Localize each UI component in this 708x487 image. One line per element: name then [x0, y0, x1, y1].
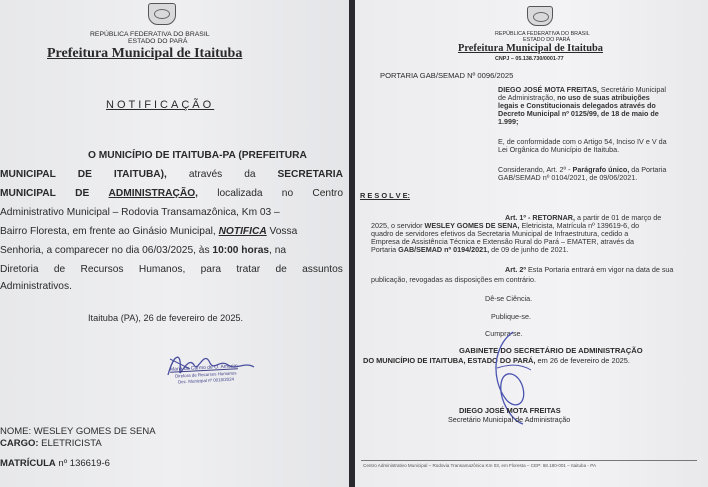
body-line: O MUNICÍPIO DE ITAITUBA-PA (PREFEITURA — [88, 150, 307, 161]
closing-science: Dê-se Ciência. — [485, 294, 533, 303]
body-line: Bairro Floresta, em frente ao Ginásio Municipal, NOTIFICA Vossa — [0, 226, 298, 237]
header-state: ESTADO DO PARÁ — [523, 37, 571, 43]
closing-comply: Cumpra-se. — [485, 329, 523, 338]
recipient-role: CARGO: ELETRICISTA — [0, 438, 102, 449]
footer-divider — [361, 460, 697, 461]
body-line: Diretoria de Recursos Humanos, para tratar de assuntos — [0, 264, 343, 275]
notification-date: Itaituba (PA), 26 de fevereiro de 2025. — [88, 313, 244, 323]
body-line: MUNICIPAL DE ADMINISTRAÇÃO, localizada no Centro — [0, 188, 343, 199]
stamp-role: Diretora de Recursos Humanos — [174, 370, 237, 379]
footer-address: Centro Administrativo Municipal – Rodovia Transamazônica Km 03, em Floresta – CEP: 68.180-001 – Itaituba - PA — [363, 463, 597, 468]
header-republic: REPÚBLICA FEDERATIVA DO BRASIL — [90, 31, 210, 38]
closing-publish: Publique-se. — [491, 312, 531, 321]
portaria-number: PORTARIA GAB/SEMAD Nº 0096/2025 — [380, 71, 514, 80]
header-title: Prefeitura Municipal de Itaituba — [458, 43, 603, 54]
header-state: ESTADO DO PARÁ — [128, 38, 188, 45]
body-line: Senhoria, a comparecer no dia 06/03/2025, às 10:00 horas, na — [0, 245, 287, 256]
resolve-heading: R E S O L V E: — [360, 191, 410, 200]
gabinete-line1: GABINETE DO SECRETÁRIO DE ADMINISTRAÇÃO — [459, 346, 643, 355]
header-title: Prefeitura Municipal de Itaituba — [47, 46, 243, 61]
portaria-page: REPÚBLICA FEDERATIVA DO BRASIL ESTADO DO PARÁ Prefeitura Municipal de Itaituba CNPJ – 05.138.730/0001-77 PORTARIA GAB/SEMAD Nº 0096/2025 DIEGO JOSÉ MOTA FREITAS, Secretário Municipal de Administração, no uso de suas atribuições legais e Constitucionais delegados através do Decreto Municipal nº 0125/99, de 18 de maio de 1.999; E, de conformidade com o Artigo 54, Inciso IV e V da Lei Orgânica do Município de Itaituba. Considerando, Art. 2º - Parágrafo único, da Portaria GAB/SEMAD nº 0104/2021, de 09/06/2021. R E S O L V E: Art. 1º - RETORNAR, a partir de 01 de março de 2025, o servidor WESLEY GOMES DE SENA, Eletricista, Matrícula nº 139619-6, do quadro de servidores efetivos da Secretaria Municipal de Infraestrutura, cedido a Empresa de Assistência Técnica e Extensão Rural do Pará – EMATER, através da Portaria GAB/SEMAD nº 0194/2021, de 09 de junho de 2021. Art. 2º Esta Portaria entrará em vigor na data de sua publicação, revogadas as disposições em contrário. Dê-se Ciência. Publique-se. Cumpra-se. GABINETE DO SECRETÁRIO DE ADMINISTRAÇÃO DO MUNICÍPIO DE ITAITUBA, ESTADO DO PARÁ, em 26 de fevereiro de 2025. DIEGO JOSÉ MOTA FREITAS Secretário Municipal de Administração Centro Administrativo Municipal – Rodovia Transamazônica Km 03, em Floresta – CEP: 68.180-001 – Itaituba - PA — [355, 0, 708, 487]
body-line: Administrativos. — [0, 281, 72, 292]
recipient-name: NOME: WESLEY GOMES DE SENA — [0, 426, 156, 437]
notification-heading: NOTIFICAÇÃO — [106, 99, 215, 111]
signer-role: Secretário Municipal de Administração — [448, 415, 571, 424]
stamp-name: Maria do Carmo de O. Amorim — [169, 363, 238, 373]
signer-name: DIEGO JOSÉ MOTA FREITAS — [459, 406, 561, 415]
header-republic: REPÚBLICA FEDERATIVA DO BRASIL — [495, 31, 590, 37]
recipient-registration: MATRÍCULA nº 136619-6 — [0, 458, 110, 469]
notification-page — [0, 0, 349, 487]
gabinete-line2: DO MUNICÍPIO DE ITAITUBA, ESTADO DO PARÁ, em 26 de fevereiro de 2025. — [363, 356, 630, 365]
body-line: Administrativo Municipal – Rodovia Transamazônica, Km 03 – — [0, 207, 280, 218]
stamp-decree: Dec. Municipal nº 0018/2024 — [177, 376, 235, 385]
coat-of-arms-icon — [148, 3, 176, 25]
coat-of-arms-icon — [527, 6, 553, 26]
header-cnpj: CNPJ – 05.138.730/0001-77 — [495, 56, 564, 62]
body-line: MUNICIPAL DE ITAITUBA), através da SECRETARIA — [0, 169, 343, 180]
